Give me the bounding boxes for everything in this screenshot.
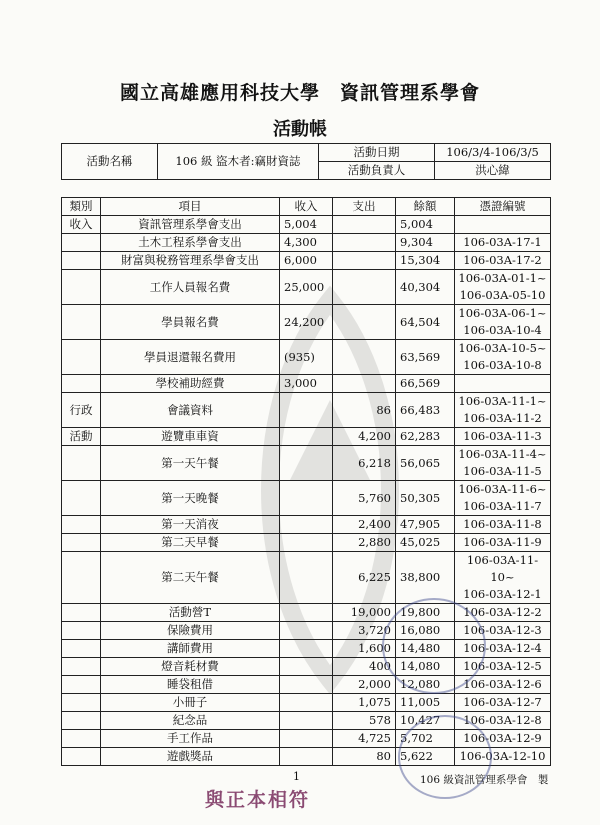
income-cell: 5,004	[280, 216, 333, 234]
income-cell	[280, 428, 333, 446]
expense-cell	[333, 252, 396, 270]
expense-cell: 5,760	[333, 481, 396, 516]
expense-cell: 3,720	[333, 622, 396, 640]
col-voucher-header: 憑證編號	[455, 198, 551, 216]
category-cell	[62, 552, 101, 604]
voucher-number: 106-03A-11-7	[463, 499, 542, 513]
category-cell	[62, 481, 101, 516]
balance-cell: 9,304	[396, 234, 455, 252]
category-cell	[62, 270, 101, 305]
voucher-number: 106-03A-11-5	[463, 464, 542, 478]
income-cell	[280, 694, 333, 712]
ledger-row	[62, 234, 551, 252]
category-cell	[62, 305, 101, 340]
voucher-number: 106-03A-12-5	[463, 659, 542, 673]
voucher-number: 106-03A-11-4~	[458, 447, 547, 461]
voucher-number: 106-03A-12-6	[463, 677, 542, 691]
item-cell: 土木工程系學會支出	[101, 234, 280, 252]
voucher-cell	[455, 428, 551, 446]
voucher-number: 106-03A-12-10	[459, 749, 546, 763]
voucher-number: 106-03A-11-8	[463, 517, 542, 531]
voucher-number: 106-03A-11-2	[463, 411, 542, 425]
ledger-row	[62, 481, 551, 516]
voucher-number: 106-03A-01-1~	[458, 271, 547, 285]
balance-cell: 5,702	[396, 730, 455, 748]
income-cell	[280, 658, 333, 676]
item-cell: 第一天晚餐	[101, 481, 280, 516]
expense-cell	[333, 216, 396, 234]
voucher-cell	[455, 694, 551, 712]
voucher-number: 106-03A-17-1	[463, 235, 542, 249]
balance-cell: 64,504	[396, 305, 455, 340]
voucher-number: 106-03A-10-8	[463, 358, 542, 372]
category-cell	[62, 748, 101, 766]
voucher-cell	[455, 446, 551, 481]
activity-owner-label: 活動負責人	[319, 162, 435, 180]
voucher-number: 106-03A-05-10	[459, 288, 546, 302]
item-cell: 第一天午餐	[101, 446, 280, 481]
balance-cell: 16,080	[396, 622, 455, 640]
item-cell: 紀念品	[101, 712, 280, 730]
voucher-number: 106-03A-06-1~	[458, 306, 547, 320]
item-cell: 學員報名費	[101, 305, 280, 340]
expense-cell: 4,725	[333, 730, 396, 748]
balance-cell: 47,905	[396, 516, 455, 534]
income-cell	[280, 622, 333, 640]
expense-cell	[333, 340, 396, 375]
balance-cell: 11,005	[396, 694, 455, 712]
document-title: 活動帳	[273, 119, 327, 140]
balance-cell: 14,480	[396, 640, 455, 658]
category-cell	[62, 340, 101, 375]
item-cell: 講師費用	[101, 640, 280, 658]
category-cell	[62, 604, 101, 622]
item-cell: 遊覽車車資	[101, 428, 280, 446]
page-number: 1	[293, 770, 300, 783]
expense-cell	[333, 234, 396, 252]
voucher-cell	[455, 340, 551, 375]
voucher-cell	[455, 552, 551, 604]
category-cell	[62, 375, 101, 393]
income-cell	[280, 516, 333, 534]
activity-date-label: 活動日期	[319, 144, 435, 162]
category-cell	[62, 622, 101, 640]
activity-owner-value: 洪心緯	[435, 162, 551, 180]
income-cell	[280, 393, 333, 428]
item-cell: 學員退還報名費用	[101, 340, 280, 375]
expense-cell: 578	[333, 712, 396, 730]
category-cell	[62, 234, 101, 252]
ledger-row	[62, 216, 551, 234]
category-cell	[62, 534, 101, 552]
voucher-cell	[455, 216, 551, 234]
income-cell: 3,000	[280, 375, 333, 393]
expense-cell: 86	[333, 393, 396, 428]
activity-info-table	[61, 143, 551, 180]
voucher-number: 106-03A-11-1~	[458, 394, 547, 408]
certified-copy-stamp: 與正本相符	[205, 789, 311, 811]
category-cell	[62, 640, 101, 658]
ledger-row	[62, 428, 551, 446]
voucher-cell	[455, 393, 551, 428]
col-income-header: 收入	[280, 198, 333, 216]
balance-cell: 19,800	[396, 604, 455, 622]
balance-cell: 63,569	[396, 340, 455, 375]
item-cell: 手工作品	[101, 730, 280, 748]
expense-cell: 1,600	[333, 640, 396, 658]
balance-cell: 10,427	[396, 712, 455, 730]
item-cell: 學校補助經費	[101, 375, 280, 393]
balance-cell: 66,483	[396, 393, 455, 428]
balance-cell: 40,304	[396, 270, 455, 305]
col-balance-header: 餘額	[396, 198, 455, 216]
expense-cell: 4,200	[333, 428, 396, 446]
expense-cell	[333, 375, 396, 393]
balance-cell: 12,080	[396, 676, 455, 694]
voucher-number: 106-03A-12-1	[463, 587, 542, 601]
ledger-row	[62, 252, 551, 270]
ledger-row	[62, 552, 551, 604]
income-cell: 25,000	[280, 270, 333, 305]
income-cell: 24,200	[280, 305, 333, 340]
ledger-row	[62, 270, 551, 305]
ledger-row	[62, 516, 551, 534]
balance-cell: 50,305	[396, 481, 455, 516]
item-cell: 第一天消夜	[101, 516, 280, 534]
item-cell: 第二天早餐	[101, 534, 280, 552]
voucher-number: 106-03A-11-6~	[458, 482, 547, 496]
ledger-row	[62, 305, 551, 340]
ledger-row	[62, 534, 551, 552]
balance-cell: 56,065	[396, 446, 455, 481]
activity-name-value: 106 級 盜木者:竊財資誌	[158, 144, 319, 180]
category-cell	[62, 694, 101, 712]
income-cell	[280, 604, 333, 622]
category-cell: 行政	[62, 393, 101, 428]
balance-cell: 5,622	[396, 748, 455, 766]
income-cell	[280, 640, 333, 658]
voucher-cell	[455, 481, 551, 516]
income-cell	[280, 712, 333, 730]
voucher-number: 106-03A-10-4	[463, 323, 542, 337]
category-cell: 活動	[62, 428, 101, 446]
voucher-number: 106-03A-11-9	[463, 535, 542, 549]
activity-date-value: 106/3/4-106/3/5	[435, 144, 551, 162]
organization-title: 國立高雄應用科技大學 資訊管理系學會	[119, 82, 480, 104]
income-cell: 6,000	[280, 252, 333, 270]
expense-cell: 19,000	[333, 604, 396, 622]
voucher-number: 106-03A-11-10~	[466, 553, 539, 584]
balance-cell: 14,080	[396, 658, 455, 676]
footer-note: 106 級資訊管理系學會 製	[420, 774, 549, 786]
category-cell	[62, 676, 101, 694]
ledger-table	[61, 197, 551, 766]
expense-cell	[333, 305, 396, 340]
income-cell	[280, 481, 333, 516]
voucher-cell	[455, 234, 551, 252]
expense-cell: 400	[333, 658, 396, 676]
item-cell: 保險費用	[101, 622, 280, 640]
ledger-row	[62, 393, 551, 428]
income-cell: 4,300	[280, 234, 333, 252]
item-cell: 小冊子	[101, 694, 280, 712]
voucher-cell	[455, 270, 551, 305]
item-cell: 工作人員報名費	[101, 270, 280, 305]
balance-cell: 66,569	[396, 375, 455, 393]
income-cell	[280, 552, 333, 604]
income-cell	[280, 534, 333, 552]
balance-cell: 45,025	[396, 534, 455, 552]
expense-cell	[333, 270, 396, 305]
balance-cell: 15,304	[396, 252, 455, 270]
voucher-number: 106-03A-12-3	[463, 623, 542, 637]
category-cell	[62, 252, 101, 270]
expense-cell: 80	[333, 748, 396, 766]
item-cell: 資訊管理系學會支出	[101, 216, 280, 234]
ledger-row	[62, 340, 551, 375]
voucher-number: 106-03A-11-3	[463, 429, 542, 443]
category-cell	[62, 516, 101, 534]
income-cell	[280, 676, 333, 694]
expense-cell: 1,075	[333, 694, 396, 712]
expense-cell: 2,880	[333, 534, 396, 552]
balance-cell: 5,004	[396, 216, 455, 234]
ledger-row	[62, 375, 551, 393]
ledger-row	[62, 446, 551, 481]
item-cell: 活動營T	[101, 604, 280, 622]
voucher-cell	[455, 516, 551, 534]
voucher-number: 106-03A-12-7	[463, 695, 542, 709]
item-cell: 第二天午餐	[101, 552, 280, 604]
income-cell	[280, 748, 333, 766]
item-cell: 會議資料	[101, 393, 280, 428]
voucher-cell	[455, 534, 551, 552]
expense-cell: 2,000	[333, 676, 396, 694]
category-cell	[62, 712, 101, 730]
col-expense-header: 支出	[333, 198, 396, 216]
income-cell	[280, 730, 333, 748]
income-cell: (935)	[280, 340, 333, 375]
voucher-number: 106-03A-12-2	[463, 605, 542, 619]
expense-cell: 2,400	[333, 516, 396, 534]
ledger-row	[62, 694, 551, 712]
expense-cell: 6,218	[333, 446, 396, 481]
voucher-cell	[455, 375, 551, 393]
balance-cell: 38,800	[396, 552, 455, 604]
voucher-number: 106-03A-12-4	[463, 641, 542, 655]
category-cell	[62, 730, 101, 748]
item-cell: 遊戲獎品	[101, 748, 280, 766]
item-cell: 睡袋租借	[101, 676, 280, 694]
category-cell	[62, 446, 101, 481]
category-cell: 收入	[62, 216, 101, 234]
income-cell	[280, 446, 333, 481]
voucher-cell	[455, 305, 551, 340]
col-category-header: 類別	[62, 198, 101, 216]
association-seal	[382, 598, 486, 694]
balance-cell: 62,283	[396, 428, 455, 446]
expense-cell: 6,225	[333, 552, 396, 604]
category-cell	[62, 658, 101, 676]
voucher-cell	[455, 252, 551, 270]
voucher-number: 106-03A-10-5~	[458, 341, 547, 355]
voucher-number: 106-03A-12-9	[463, 731, 542, 745]
item-cell: 燈音耗材費	[101, 658, 280, 676]
voucher-number: 106-03A-12-8	[463, 713, 542, 727]
ledger-header-row	[62, 198, 551, 216]
voucher-number: 106-03A-17-2	[463, 253, 542, 267]
ledger-row	[62, 676, 551, 694]
col-item-header: 項目	[101, 198, 280, 216]
activity-name-label: 活動名稱	[62, 144, 158, 180]
item-cell: 財富與稅務管理系學會支出	[101, 252, 280, 270]
